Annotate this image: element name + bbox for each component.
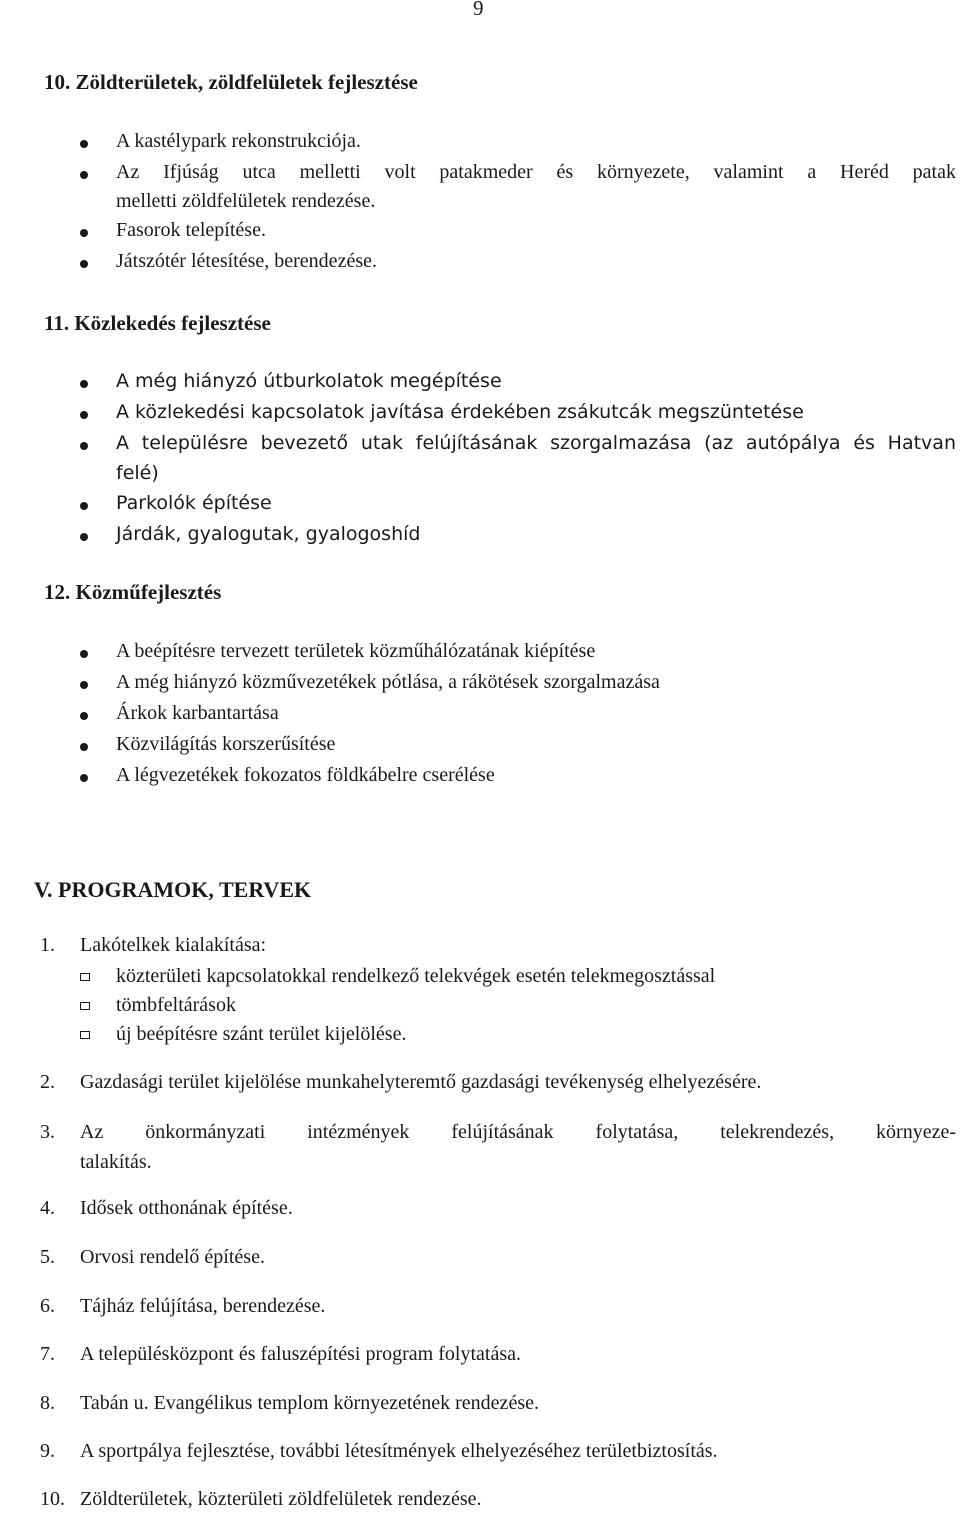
square-bullet-icon: [80, 973, 90, 981]
section-11-list: [0, 370, 960, 554]
bullet-icon: [80, 533, 88, 541]
item-text: Lakótelkek kialakítása:: [80, 934, 267, 956]
program-item-1: [40, 934, 267, 957]
bullet-icon: [80, 171, 88, 179]
item-number: 1.: [40, 934, 55, 956]
list-item-continuation: felé): [116, 462, 159, 484]
section-11-heading: 11. Közlekedés fejlesztése: [44, 311, 271, 335]
bullet-icon: [80, 442, 88, 450]
bullet-icon: [80, 411, 88, 419]
bullet-icon: [80, 712, 88, 720]
list-item: Fasorok telepítése.: [0, 219, 960, 250]
bullet-icon: [80, 260, 88, 268]
bullet-icon: [80, 743, 88, 751]
list-item: Közvilágítás korszerűsítése: [0, 733, 960, 764]
chapter-v-heading: V. PROGRAMOK, TERVEK: [34, 877, 312, 902]
list-item: A kastélypark rekonstrukciója.: [0, 130, 960, 161]
bullet-icon: [80, 502, 88, 510]
list-item: tömbfeltárások: [0, 994, 960, 1023]
list-item: közterületi kapcsolatokkal rendelkező telekvégek esetén telekmegosztással: [0, 965, 960, 994]
list-item: A beépítésre tervezett területek közműhálózatának kiépítése: [0, 640, 960, 671]
bullet-icon: [80, 774, 88, 782]
section-10-list: [0, 130, 960, 281]
list-item: A még hiányzó közművezetékek pótlása, a rákötések szorgalmazása: [0, 671, 960, 702]
section-10-heading: 10. Zöldterületek, zöldfelületek fejlesztése: [44, 70, 418, 94]
bullet-icon: [80, 650, 88, 658]
program-item-1-sublist: [0, 965, 960, 1052]
bullet-icon: [80, 140, 88, 148]
square-bullet-icon: [80, 1031, 90, 1039]
list-item: A közlekedési kapcsolatok javítása érdekében zsákutcák megszüntetése: [0, 401, 960, 432]
list-item: Járdák, gyalogutak, gyalogoshíd: [0, 523, 960, 554]
list-item: Az Ifjúság utca melletti volt patakmeder és környezete, valamint a Heréd patak: [0, 161, 960, 190]
list-item: A még hiányzó útburkolatok megépítése: [0, 370, 960, 401]
list-item: új beépítésre szánt terület kijelölése.: [0, 1023, 960, 1052]
section-12-list: [0, 640, 960, 795]
bullet-icon: [80, 380, 88, 388]
section-12-heading: 12. Közműfejlesztés: [44, 580, 222, 604]
list-item: A településre bevezető utak felújításának szorgalmazása (az autópálya és Hatvan: [0, 432, 960, 462]
page-number: 9: [473, 0, 484, 20]
list-item: A légvezetékek fokozatos földkábelre cserélése: [0, 764, 960, 795]
bullet-icon: [80, 681, 88, 689]
list-item-continuation: melletti zöldfelületek rendezése.: [116, 190, 376, 212]
list-item: Árkok karbantartása: [0, 702, 960, 733]
list-item: Játszótér létesítése, berendezése.: [0, 250, 960, 281]
square-bullet-icon: [80, 1002, 90, 1010]
bullet-icon: [80, 229, 88, 237]
list-item: Parkolók építése: [0, 492, 960, 523]
